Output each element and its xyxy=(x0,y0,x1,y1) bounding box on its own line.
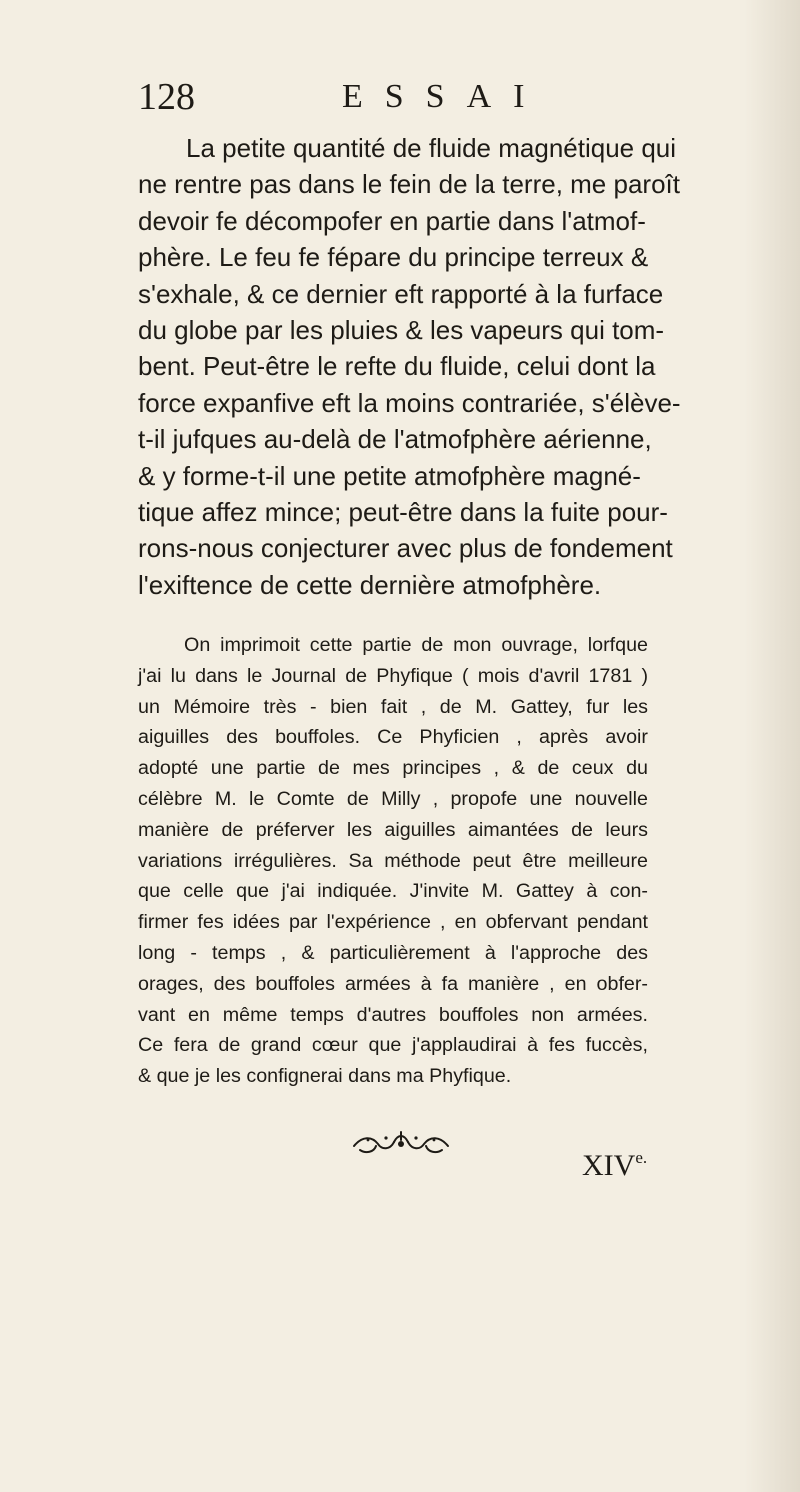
note-line: & que je les confignerai dans ma Phyfique. xyxy=(138,1065,512,1088)
note-line: célèbre M. le Comte de Milly , propofe une nouvelle xyxy=(138,787,648,810)
catchword-suffix: e. xyxy=(635,1148,648,1167)
note-line: Ce fera de grand cœur que j'applaudirai à fes fuccès, xyxy=(138,1034,648,1057)
text-line: t-il jufques au-delà de l'atmofphère aérienne, xyxy=(138,424,652,455)
note-paragraph xyxy=(138,630,648,1092)
fleuron-ornament-icon xyxy=(346,1128,456,1158)
note-line: orages, des bouffoles armées à fa manière , en obfer- xyxy=(138,972,648,995)
text-line: force expanfive eft la moins contrariée, s'élève- xyxy=(138,387,681,418)
note-line: j'ai lu dans le Journal de Phyfique ( mois d'avril 1781 ) xyxy=(138,664,648,687)
running-title: ESSAI xyxy=(342,78,547,115)
text-line: bent. Peut-être le refte du fluide, celui dont la xyxy=(138,351,656,382)
text-line: La petite quantité de fluide magnétique qui xyxy=(186,133,677,163)
note-line: variations irrégulières. Sa méthode peut être meilleure xyxy=(138,849,648,872)
text-line: rons-nous conjecturer avec plus de fondement xyxy=(138,533,673,564)
page-number: 128 xyxy=(138,76,195,118)
text-line: & y forme-t-il une petite atmofphère magné- xyxy=(138,460,641,491)
note-line: On imprimoit cette partie de mon ouvrage, lorfque xyxy=(184,634,648,656)
text-line: phère. Le feu fe fépare du principe terreux & xyxy=(138,242,649,273)
note-line: adopté une partie de mes principes , & de ceux du xyxy=(138,757,648,780)
main-paragraph xyxy=(138,130,681,603)
text-line: s'exhale, & ce dernier eft rapporté à la furface xyxy=(138,278,664,309)
text-line: du globe par les pluies & les vapeurs qui tom- xyxy=(138,315,665,346)
note-line: firmer fes idées par l'expérience , en obfervant pendant xyxy=(138,911,648,934)
catchword-numeral: XIV xyxy=(582,1149,636,1182)
text-line: ne rentre pas dans le fein de la terre, me paroît xyxy=(138,169,680,200)
text-line: devoir fe décompofer en partie dans l'atmof- xyxy=(138,205,646,236)
catchword xyxy=(582,1138,647,1186)
note-line: que celle que j'ai indiquée. J'invite M. Gattey à con- xyxy=(138,880,648,903)
note-line: vant en même temps d'autres bouffoles non armées. xyxy=(138,1003,648,1026)
note-line: manière de préferver les aiguilles aimantées de leurs xyxy=(138,818,648,841)
text-line: tique affez mince; peut-être dans la fuite pour- xyxy=(138,497,668,528)
note-line: long - temps , & particulièrement à l'approche des xyxy=(138,941,648,964)
page-header xyxy=(138,72,698,122)
text-line: l'exiftence de cette dernière atmofphère. xyxy=(138,569,602,600)
note-line: aiguilles des bouffoles. Ce Phyficien , après avoir xyxy=(138,726,648,749)
note-line: un Mémoire très - bien fait , de M. Gattey, fur les xyxy=(138,695,648,718)
